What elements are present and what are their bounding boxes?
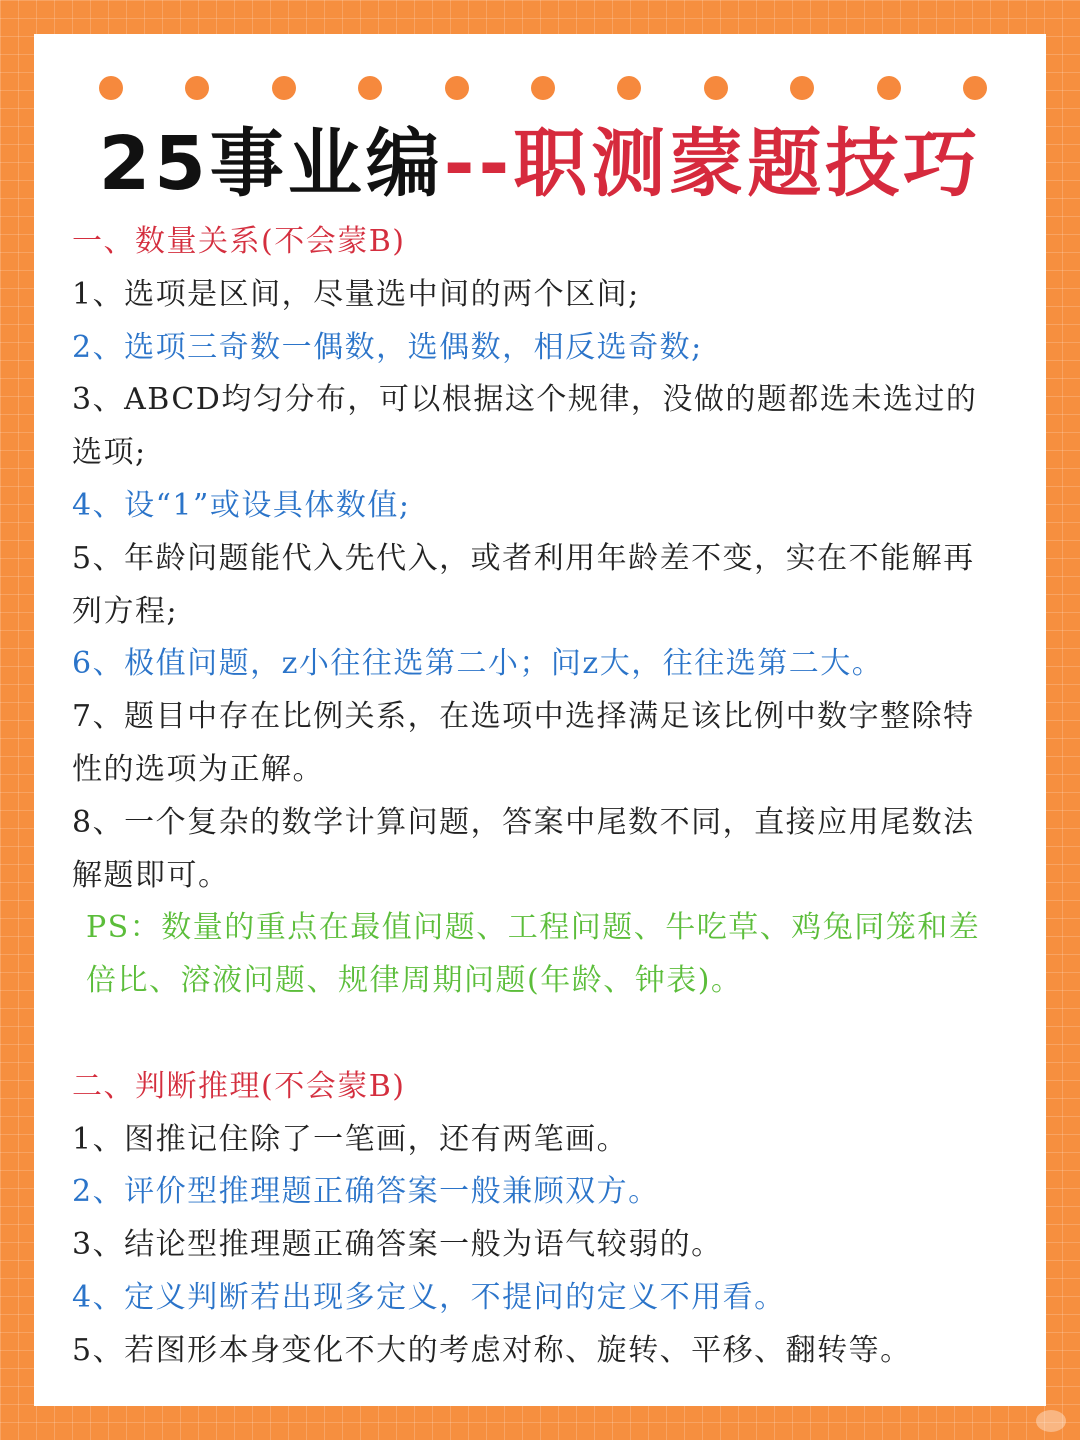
decorative-dots (99, 76, 987, 100)
dot-7 (617, 76, 641, 100)
watermark-icon (1036, 1410, 1066, 1432)
list-item: 6、极值问题，z小往往选第二小；问z大，往往选第二大。 (72, 646, 884, 682)
dot-2 (185, 76, 209, 100)
list-item: 4、设“1”或设具体数值; (72, 487, 411, 523)
list-item: 1、选项是区间，尽量选中间的两个区间; (72, 276, 640, 312)
list-item: 5、若图形本身变化不大的考虑对称、旋转、平移、翻转等。 (72, 1332, 912, 1368)
page-title (0, 118, 1080, 210)
list-item: 3、ABCD均匀分布，可以根据这个规律，没做的题都选未选过的选项; (72, 382, 978, 471)
section-spacer (72, 1008, 992, 1061)
list-item: 2、评价型推理题正确答案一般兼顾双方。 (72, 1174, 660, 1210)
dot-3 (272, 76, 296, 100)
list-item: 5、年龄问题能代入先代入，或者利用年龄差不变，实在不能解再列方程; (72, 540, 975, 629)
list-item: 4、定义判断若出现多定义，不提问的定义不用看。 (72, 1279, 786, 1315)
dot-9 (790, 76, 814, 100)
title-black-part: 25事业编 (98, 121, 444, 207)
dot-1 (99, 76, 123, 100)
list-item: 8、一个复杂的数学计算问题，答案中尾数不同，直接应用尾数法解题即可。 (72, 804, 975, 893)
list-item: 2、选项三奇数一偶数，选偶数，相反选奇数; (72, 329, 703, 365)
list-item: 1、图推记住除了一笔画，还有两笔画。 (72, 1121, 629, 1157)
list-item: 3、结论型推理题正确答案一般为语气较弱的。 (72, 1227, 723, 1263)
list-item: 7、题目中存在比例关系，在选项中选择满足该比例中数字整除特性的选项为正解。 (72, 699, 975, 787)
section-heading-reasoning: 二、判断推理(不会蒙B) (72, 1068, 406, 1104)
ps-note: PS：数量的重点在最值问题、工程问题、牛吃草、鸡兔同笼和差倍比、溶液问题、规律周期问题(年龄、钟表)。 (86, 910, 981, 999)
article-body (72, 216, 992, 1378)
dot-6 (531, 76, 555, 100)
dot-5 (445, 76, 469, 100)
dot-8 (704, 76, 728, 100)
dot-4 (358, 76, 382, 100)
dot-10 (877, 76, 901, 100)
dot-11 (963, 76, 987, 100)
section-heading-quantity: 一、数量关系(不会蒙B) (72, 224, 406, 259)
title-red-part: --职测蒙题技巧 (443, 121, 982, 207)
